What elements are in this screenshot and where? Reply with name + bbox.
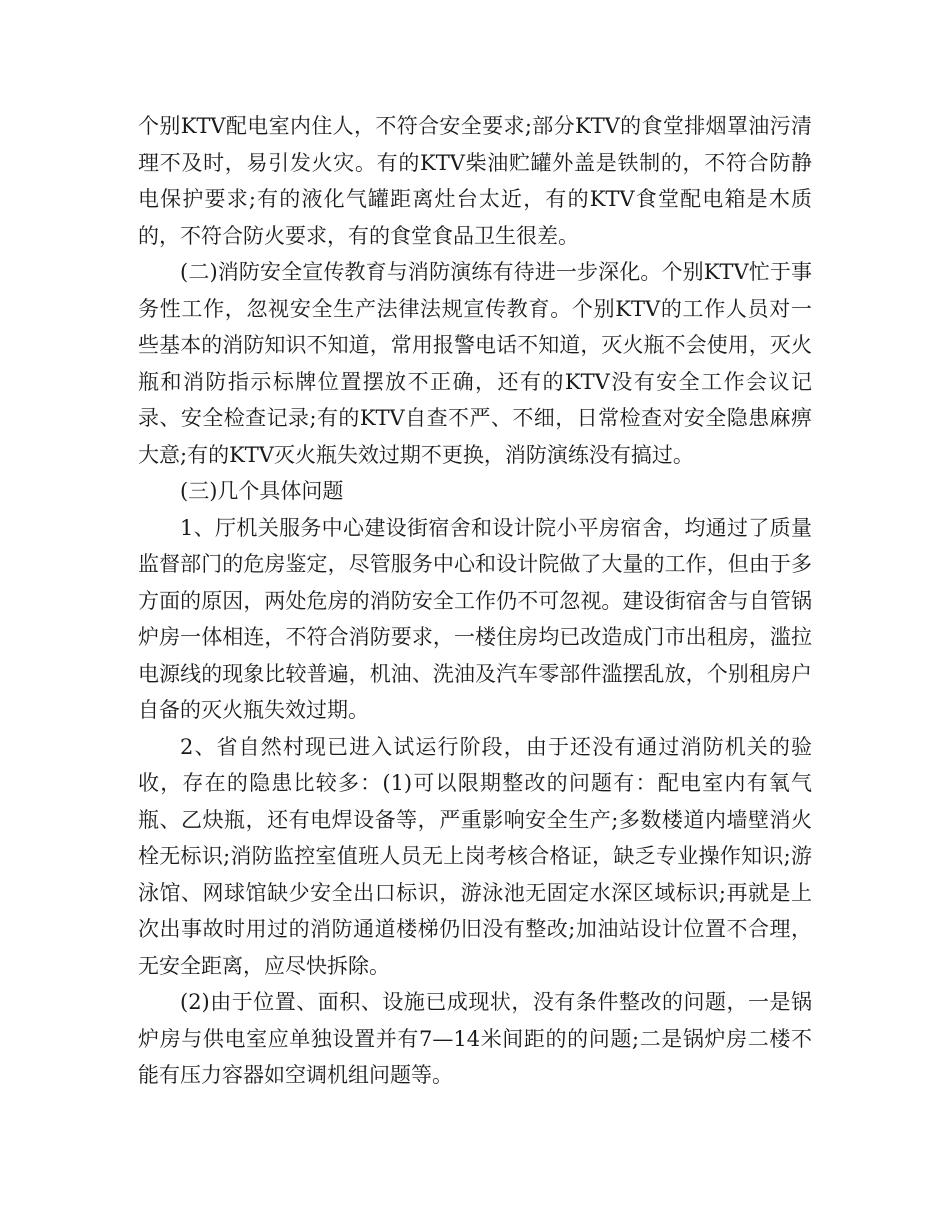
document-page xyxy=(138,108,812,1094)
paragraph-issue-1: 1、厅机关服务中心建设街宿舍和设计院小平房宿舍，均通过了质量监督部门的危房鉴定，尽管服务中心和设计院做了大量的工作，但由于多方面的原因，两处危房的消防安全工作仍不可忽视。建设街宿舍与自管锅炉房一体相连，不符合消防要求，一楼住房均已改造成门市出租房，滥拉电源线的现象比较普遍，机油、洗油及汽车零部件滥摆乱放，个别租房户自备的灭火瓶失效过期。 xyxy=(138,515,812,722)
paragraph-issue-2: 2、省自然村现已进入试运行阶段，由于还没有通过消防机关的验收，存在的隐患比较多：(1)可以限期整改的问题有：配电室内有氧气瓶、乙炔瓶，还有电焊设备等，严重影响安全生产;多数楼道内墙壁消火栓无标识;消防监控室值班人员无上岗考核合格证，缺乏专业操作知识;游泳馆、网球馆缺少安全出口标识，游泳池无固定水深区域标识;再就是上次出事故时用过的消防通道楼梯仍旧没有整改;加油站设计位置不合理，无安全距离，应尽快拆除。 xyxy=(138,734,812,978)
paragraph-ktv-hazards: 个别KTV配电室内住人，不符合安全要求;部分KTV的食堂排烟罩油污清理不及时，易引发火灾。有的KTV柴油贮罐外盖是铁制的，不符合防静电保护要求;有的液化气罐距离灶台太近，有的KTV食堂配电箱是木质的，不符合防火要求，有的食堂食品卫生很差。 xyxy=(138,114,812,248)
section-heading-specific-issues: (三)几个具体问题 xyxy=(180,479,344,503)
paragraph-issue-2-part-2: (2)由于位置、面积、设施已成现状，没有条件整改的问题，一是锅炉房与供电室应单独设置并有7—14米间距的的问题;二是锅炉房二楼不能有压力容器如空调机组问题等。 xyxy=(138,990,812,1087)
paragraph-fire-education: (二)消防安全宣传教育与消防演练有待进一步深化。个别KTV忙于事务性工作，忽视安全生产法律法规宣传教育。个别KTV的工作人员对一些基本的消防知识不知道，常用报警电话不知道，灭火瓶不会使用，灭火瓶和消防指示标牌位置摆放不正确，还有的KTV没有安全工作会议记录、安全检查记录;有的KTV自查不严、不细，日常检查对安全隐患麻痹大意;有的KTV灭火瓶失效过期不更换，消防演练没有搞过。 xyxy=(138,260,812,467)
